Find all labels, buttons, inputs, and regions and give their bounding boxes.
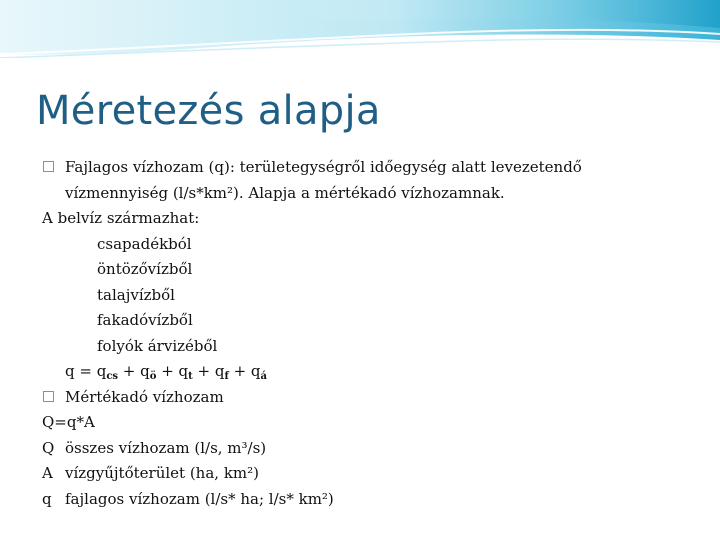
formula-part: + q <box>156 362 189 380</box>
source-item: csapadékból <box>97 234 192 253</box>
definition-text: összes vízhozam (l/s, m³/s) <box>65 438 267 457</box>
source-item: talajvízből <box>97 285 175 304</box>
definition-row <box>42 487 702 513</box>
definition-row <box>42 436 702 462</box>
source-item: fakadóvízből <box>97 311 193 329</box>
formula-part: + q <box>228 362 261 380</box>
formula-subscript: f <box>224 371 229 382</box>
bullet-continuation: vízmennyiség (l/s*km²). Alapja a mértékadó vízhozamnak. <box>65 183 505 202</box>
square-bullet-icon <box>43 391 54 402</box>
bullet-text: Mértékadó vízhozam <box>65 387 224 406</box>
definition-symbol: q <box>42 489 52 508</box>
intro-text: A belvíz származhat: <box>42 209 200 227</box>
definition-row <box>42 461 702 487</box>
bullet-text: Fajlagos vízhozam (q): területegységről időegység alatt levezetendő <box>65 158 582 176</box>
bullet-item-fajlagos <box>42 155 702 181</box>
square-bullet-icon <box>43 161 54 172</box>
definition-text: fajlagos vízhozam (l/s* ha; l/s* km²) <box>65 489 334 508</box>
slide-title: Méretezés alapja <box>36 88 381 134</box>
formula-subscript: ö <box>149 371 157 382</box>
definition-symbol: Q <box>42 438 55 457</box>
formula-part: q = q <box>65 362 107 380</box>
bullet-item-mertekado <box>42 385 702 411</box>
formula <box>42 359 702 385</box>
formula-part: + q <box>118 362 150 380</box>
decorative-header-band <box>0 0 720 58</box>
source-item: folyók árvizéből <box>97 336 218 355</box>
definition-symbol: A <box>42 464 53 482</box>
formula-subscript: cs <box>106 371 119 382</box>
formula-part: + q <box>192 362 225 380</box>
source-item: öntözővízből <box>97 260 193 278</box>
formula-subscript: t <box>188 371 193 382</box>
equation: Q=q*A <box>42 413 95 431</box>
slide-body <box>42 155 702 512</box>
formula-subscript: á <box>260 371 267 382</box>
definition-text: vízgyűjtőterület (ha, km²) <box>65 464 259 482</box>
